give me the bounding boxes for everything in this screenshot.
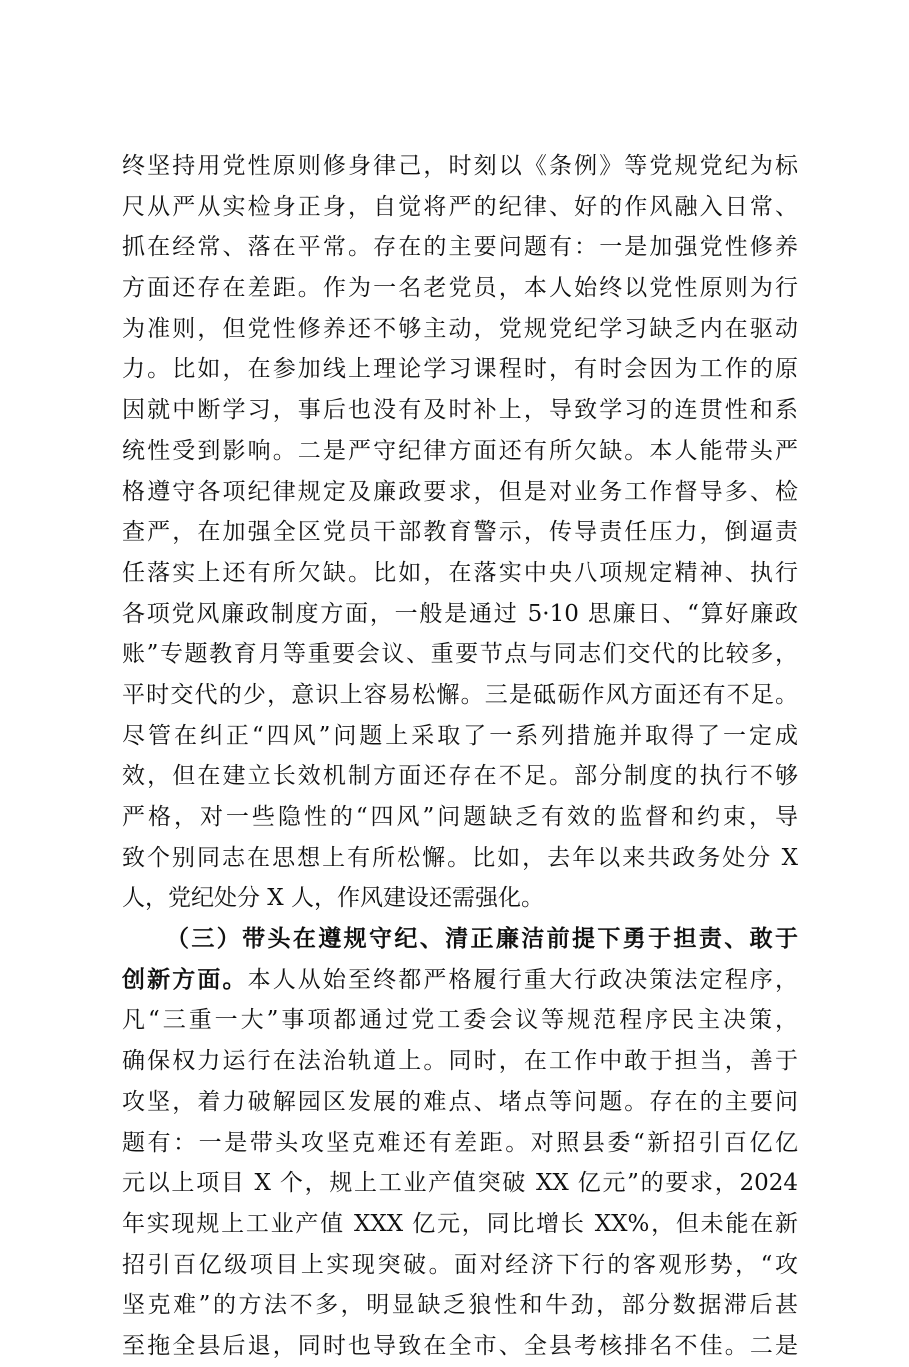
text-line [122,1326,798,1367]
text-line [122,1000,798,1041]
body-text: 任落实上还有所欠缺。比如，在落实中央八项规定精神、执行 [122,559,798,586]
text-line [122,756,798,797]
text-line [122,594,798,635]
text-line [122,390,798,431]
body-text: 格遵守各项纪律规定及廉政要求，但是对业务工作督导多、检 [122,478,798,505]
body-text: 严格，对一些隐性的“四风”问题缺乏有效的监督和约束，导 [122,804,798,830]
body-text: 年实现规上工业产值 XXX 亿元，同比增长 XX%，但未能在新 [122,1210,798,1237]
body-text: 本人从始至终都严格履行重大行政决策法定程序， [247,966,798,993]
body-text: 因就中断学习，事后也没有及时补上，导致学习的连贯性和系 [122,397,798,424]
body-text: 终坚持用党性原则修身律己，时刻以《条例》等党规党纪为标 [122,153,798,179]
body-text: 至拖全县后退，同时也导致在全市、全县考核排名不佳。二是 [122,1332,798,1359]
text-line [122,553,798,594]
body-text: 坚克难”的方法不多，明显缺乏狼性和牛劲，部分数据滞后甚 [122,1292,798,1319]
text-line [122,472,798,513]
text-line [122,512,798,553]
text-line [122,1204,798,1245]
body-text: 账”专题教育月等重要会议、重要节点与同志们交代的比较多， [122,641,798,668]
text-line [122,309,798,350]
text-line [122,716,798,757]
section-heading-text: 创新方面。 [122,965,248,993]
body-text: 抓在经常、落在平常。存在的主要问题有：一是加强党性修养 [122,234,798,261]
text-line [122,1245,798,1286]
body-text: 为准则，但党性修养还不够主动，党规党纪学习缺乏内在驱动 [122,315,798,342]
text-line [122,187,798,228]
body-text: 查严，在加强全区党员干部教育警示，传导责任压力，倒逼责 [122,519,798,546]
body-text: 凡“三重一大”事项都通过党工委会议等规范程序民主决策， [122,1007,798,1034]
text-line [122,675,798,716]
text-line [122,1285,798,1326]
body-text: 元以上项目 X 个，规上工业产值突破 XX 亿元”的要求，2024 [122,1170,798,1197]
text-line [122,1082,798,1123]
body-text: 效，但在建立长效机制方面还存在不足。部分制度的执行不够 [122,763,798,790]
body-text: 人，党纪处分 X 人，作风建设还需强化。 [122,885,544,912]
text-line [122,797,798,838]
body-text: 确保权力运行在法治轨道上。同时，在工作中敢于担当，善于 [122,1048,798,1075]
text-line [122,1123,798,1164]
body-text: 尽管在纠正“四风”问题上采取了一系列措施并取得了一定成 [122,722,798,749]
text-line [122,1163,798,1204]
text-line [122,268,798,309]
body-text: 攻坚，着力破解园区发展的难点、堵点等问题。存在的主要问 [122,1088,798,1115]
text-line [122,878,798,919]
body-text: 各项党风廉政制度方面，一般是通过 5·10 思廉日、“算好廉政 [122,600,798,627]
text-line [122,919,798,960]
text-line [122,431,798,472]
body-text: 统性受到影响。二是严守纪律方面还有所欠缺。本人能带头严 [122,437,798,464]
text-line [122,960,798,1001]
document-body [122,146,798,1367]
body-text: 力。比如，在参加线上理论学习课程时，有时会因为工作的原 [122,356,798,383]
text-line [122,227,798,268]
text-line [122,838,798,879]
body-text: 致个别同志在思想上有所松懈。比如，去年以来共政务处分 X [122,844,798,871]
section-heading-text: （三）带头在遵规守纪、清正廉洁前提下勇于担责、敢于 [166,925,798,953]
body-text: 平时交代的少，意识上容易松懈。三是砥砺作风方面还有不足。 [122,681,798,708]
text-line [122,1041,798,1082]
body-text: 方面还存在差距。作为一名老党员，本人始终以党性原则为行 [122,275,798,302]
text-line [122,634,798,675]
body-text: 招引百亿级项目上实现突破。面对经济下行的客观形势，“攻 [122,1251,798,1278]
body-text: 题有：一是带头攻坚克难还有差距。对照县委“新招引百亿亿 [122,1129,798,1156]
text-line [122,349,798,390]
text-line [122,146,798,187]
body-text: 尺从严从实检身正身，自觉将严的纪律、好的作风融入日常、 [122,193,798,220]
